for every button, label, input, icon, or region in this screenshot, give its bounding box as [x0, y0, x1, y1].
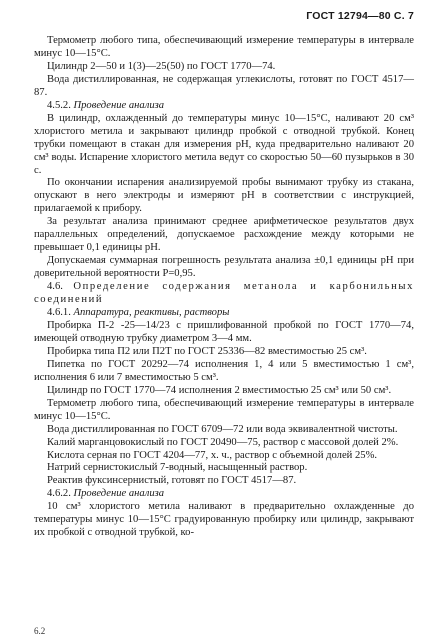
paragraph-text: Цилиндр 2—50 и 1(3)—25(50) по ГОСТ 1770—74. — [47, 60, 276, 72]
paragraph-text: Натрий сернистокислый 7-водный, насыщенный раствор. — [47, 462, 308, 474]
section-title: Проведение анализа — [73, 99, 165, 111]
paragraph — [34, 255, 414, 281]
section-heading — [34, 281, 414, 307]
paragraph-text: Цилиндр по ГОСТ 1770—74 исполнения 2 вместимостью 25 см³ или 50 см³. — [47, 384, 392, 396]
section-heading — [34, 307, 414, 320]
paragraph — [34, 74, 414, 100]
section-heading — [34, 100, 414, 113]
paragraph — [34, 346, 414, 359]
paragraph — [34, 462, 414, 475]
document-body — [34, 35, 414, 540]
paragraph — [34, 113, 414, 178]
paragraph-text: Кислота серная по ГОСТ 4204—77, х. ч., раствор с объемной долей 25%. — [47, 449, 378, 461]
paragraph-text: Пробирка типа П2 или П2Т по ГОСТ 25336—82 вместимостью 25 см³. — [47, 345, 367, 357]
paragraph-text: По окончании испарения анализируемой пробы вынимают трубку из стакана, опускают в него электроды и измеряют рН в соответствии с инструкцией, прилагаемой к прибору. — [34, 177, 414, 215]
section-heading — [34, 488, 414, 501]
paragraph — [34, 424, 414, 437]
paragraph — [34, 385, 414, 398]
paragraph-text: Реактив фуксинсернистый, готовят по ГОСТ 4517—87. — [47, 475, 297, 487]
section-title: Аппаратура, реактивы, растворы — [73, 307, 230, 319]
section-title: Определение содержания метанола и карбонильных соединений — [34, 281, 414, 306]
paragraph-text: 10 см³ хлористого метила наливают в предварительно охлажденные до температуры минус 10—15°С градуированную пробирку или цилиндр, закрывают их пробкой с отводной трубкой, ко- — [34, 501, 414, 539]
paragraph-text: Пробирка П-2 -25—14/23 с пришлифованной пробкой по ГОСТ 1770—74, имеющей отводную трубку диаметром 3—4 мм. — [34, 319, 414, 344]
page-footer-mark: 6.2 — [34, 626, 46, 636]
paragraph-text: Пипетка по ГОСТ 20292—74 исполнения 1, 4 или 5 вместимостью 1 см³, исполнения 6 или 7 вместимостью 5 см³. — [34, 358, 414, 383]
paragraph-text: Термометр любого типа, обеспечивающий измерение температуры в интервале минус 10—15°С. — [34, 397, 414, 422]
section-number: 4.6.1. — [47, 307, 74, 319]
paragraph — [34, 61, 414, 74]
section-number: 4.6.2. — [47, 488, 74, 500]
paragraph — [34, 450, 414, 463]
section-number: 4.6. — [47, 281, 74, 293]
paragraph — [34, 437, 414, 450]
paragraph-text: Термометр любого типа, обеспечивающий измерение температуры в интервале минус 10—15°С. — [34, 35, 414, 59]
paragraph-text: Вода дистиллированная по ГОСТ 6709—72 или вода эквивалентной чистоты. — [47, 423, 398, 435]
paragraph-text: В цилиндр, охлажденный до температуры минус 10—15°С, наливают 20 см³ хлористого метила и закрывают цилиндр пробкой с отводной трубкой. Конец трубки помещают в стакан для измерения рН, куда предварительно наливают 20 см³ воды. Испарение хлористого метила ведут со скоростью 50—60 пузырьков в 30 с. — [34, 112, 414, 176]
paragraph — [34, 35, 414, 61]
paragraph — [34, 501, 414, 540]
page-header: ГОСТ 12794—80 С. 7 — [306, 10, 414, 22]
section-number: 4.5.2. — [47, 99, 74, 111]
paragraph — [34, 359, 414, 385]
paragraph — [34, 398, 414, 424]
paragraph-text: Вода дистиллированная, не содержащая углекислоты, готовят по ГОСТ 4517—87. — [34, 73, 414, 98]
paragraph-text: За результат анализа принимают среднее арифметическое результатов двух параллельных определений, допускаемое расхождение между которыми не превышает 0,1 единицы рН. — [34, 216, 414, 254]
paragraph — [34, 475, 414, 488]
paragraph-text: Калий марганцовокислый по ГОСТ 20490—75, раствор с массовой долей 2%. — [47, 436, 399, 448]
paragraph-text: Допускаемая суммарная погрешность результата анализа ±0,1 единицы рН при доверительной вероятности Р=0,95. — [34, 255, 414, 280]
paragraph — [34, 177, 414, 216]
section-title: Проведение анализа — [73, 488, 165, 500]
paragraph — [34, 216, 414, 255]
paragraph — [34, 320, 414, 346]
